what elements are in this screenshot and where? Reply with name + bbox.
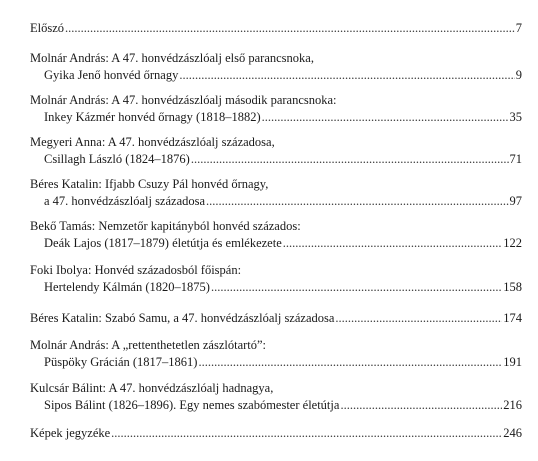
toc-entry-images[interactable] (30, 425, 522, 442)
toc-entry-subtitle: Hertelendy Kálmán (1820–1875) (44, 280, 210, 294)
page-number: 216 (503, 398, 522, 412)
page-number: 191 (503, 355, 522, 369)
dot-leader (262, 109, 509, 126)
toc-entry-puspoky[interactable] (30, 337, 522, 371)
toc-entry-subtitle: Inkey Kázmér honvéd őrnagy (1818–1882) (44, 110, 261, 124)
toc-entry-gyika[interactable] (30, 50, 522, 84)
toc-entry-deak[interactable] (30, 218, 522, 252)
page-number: 7 (515, 21, 522, 35)
toc-entry-inkey[interactable] (30, 92, 522, 126)
toc-entry-sipos[interactable] (30, 380, 522, 414)
toc-entry-title: Képek jegyzéke (30, 426, 111, 440)
toc-entry-title: Molnár András: A 47. honvédzászlóalj első parancsnoka, (30, 51, 314, 65)
toc-entry-szabo[interactable] (30, 310, 522, 327)
dot-leader (206, 193, 508, 210)
page-number: 9 (515, 68, 522, 82)
toc-entry-subtitle: Gyika Jenő honvéd őrnagy (44, 68, 179, 82)
dot-leader (179, 67, 514, 84)
toc-entry-subtitle: a 47. honvédzászlóalj századosa (44, 194, 206, 208)
toc-entry-subtitle: Püspöky Grácián (1817–1861) (44, 355, 198, 369)
dot-leader (283, 235, 502, 252)
toc-entry-title: Előszó (30, 21, 65, 35)
toc-entry-csuzy[interactable] (30, 176, 522, 210)
page-number: 122 (503, 236, 522, 250)
toc-entry-csillagh[interactable] (30, 134, 522, 168)
toc-entry-subtitle: Deák Lajos (1817–1879) életútja és emlékezete (44, 236, 282, 250)
page-number: 71 (509, 152, 522, 166)
page-number: 97 (509, 194, 522, 208)
page-number: 158 (503, 280, 522, 294)
dot-leader (111, 425, 502, 442)
toc-entry-foreword[interactable] (30, 20, 522, 37)
dot-leader (198, 354, 502, 371)
toc-entry-title: Kulcsár Bálint: A 47. honvédzászlóalj hadnagya, (30, 381, 274, 395)
dot-leader (340, 397, 502, 414)
dot-leader (65, 20, 515, 37)
toc-entry-title: Bekő Tamás: Nemzetőr kapitányból honvéd százados: (30, 219, 301, 233)
toc-entry-title: Béres Katalin: Ifjabb Csuzy Pál honvéd őrnagy, (30, 177, 269, 191)
page-number: 174 (503, 311, 522, 325)
page-number: 246 (503, 426, 522, 440)
toc-entry-title: Béres Katalin: Szabó Samu, a 47. honvédzászlóalj századosa (30, 311, 335, 325)
toc-entry-subtitle: Sipos Bálint (1826–1896). Egy nemes szabómester életútja (44, 398, 340, 412)
toc-entry-title: Megyeri Anna: A 47. honvédzászlóalj századosa, (30, 135, 275, 149)
dot-leader (211, 279, 502, 296)
toc-entry-title: Foki Ibolya: Honvéd századosból főispán: (30, 263, 242, 277)
page-number: 35 (509, 110, 522, 124)
toc-entry-hertelendy[interactable] (30, 262, 522, 296)
toc-entry-title: Molnár András: A 47. honvédzászlóalj második parancsnoka: (30, 93, 337, 107)
toc-entry-subtitle: Csillagh László (1824–1876) (44, 152, 190, 166)
dot-leader (191, 151, 509, 168)
dot-leader (335, 310, 502, 327)
toc-entry-title: Molnár András: A „rettenthetetlen zászlótartó”: (30, 338, 267, 352)
